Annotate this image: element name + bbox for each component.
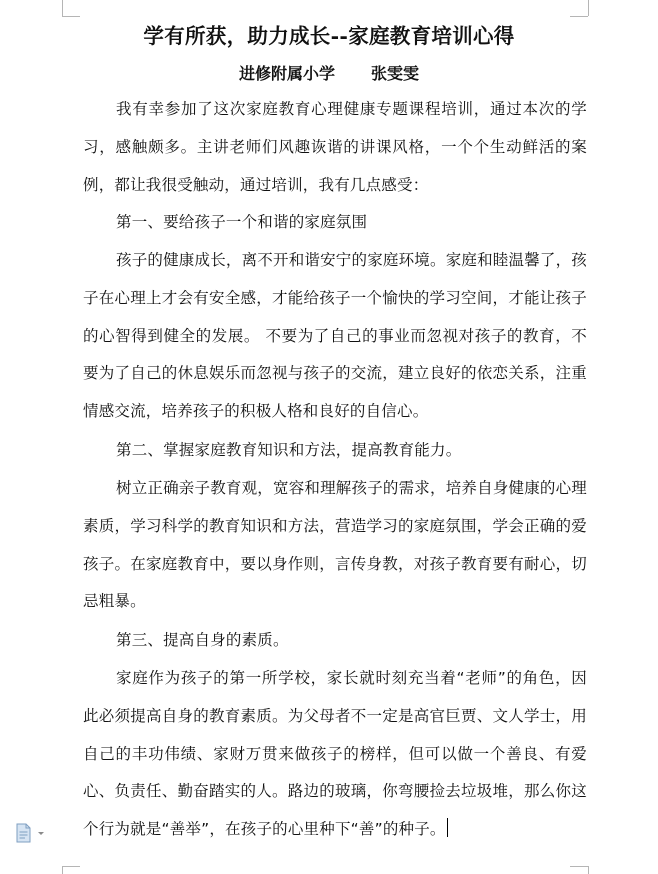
document-status-icon[interactable] bbox=[14, 822, 48, 844]
text-cursor bbox=[447, 818, 449, 837]
document-title: 学有所获，助力成长--家庭教育培训心得 bbox=[143, 24, 515, 48]
paragraph-third-point-text: 家庭作为孩子的第一所学校，家长就时刻充当着“老师”的角色，因此必须提高自身的教育素质。为父母者不一定是高官巨贾、文人学士，用自己的丰功伟绩、家财万贯来做孩子的榜样，但可以做一个善良、有爱心、负责任、勤奋踏实的人。路边的玻璃，你弯腰捡去垃圾堆，那么你这个行为就是“善举”，在孩子的心里种下“善”的种子。 bbox=[83, 669, 587, 839]
heading-first-point: 第一、要给孩子一个和谐的家庭氛围 bbox=[116, 213, 368, 231]
paragraph-third-point bbox=[83, 660, 587, 849]
paragraph-intro: 我有幸参加了这次家庭教育心理健康专题课程培训，通过本次的学习，感触颇多。主讲老师们风趣诙谐的讲课风格，一个个生动鲜活的案例，都让我很受触动，通过培训，我有几点感受： bbox=[83, 100, 587, 194]
author-name: 张雯雯 bbox=[371, 64, 420, 83]
author-line bbox=[0, 60, 658, 88]
school-name: 进修附属小学 bbox=[238, 64, 335, 83]
paragraph-second-point: 树立正确亲子教育观，宽容和理解孩子的需求，培养自身健康的心理素质，学习科学的教育知识和方法，营造学习的家庭氛围，学会正确的爱孩子。在家庭教育中，要以身作则，言传身教，对孩子教育要有耐心，切忌粗暴。 bbox=[83, 479, 588, 611]
heading-second-point: 第二、掌握家庭教育知识和方法，提高教育能力。 bbox=[116, 441, 462, 459]
heading-third-point: 第三、提高自身的素质。 bbox=[116, 631, 289, 649]
paragraph-first-point: 孩子的健康成长，离不开和谐安宁的家庭环境。家庭和睦温馨了，孩子在心理上才会有安全感，才能给孩子一个愉快的学习空间，才能让孩子的心智得到健全的发展。 不要为了自己的事业而忽视对孩子的教育，不要为了自己的休息娱乐而忽视与孩子的交流，建立良好的依恋关系，注重情感交流，培养孩子的积极人格和良好的自信心。 bbox=[83, 251, 588, 421]
